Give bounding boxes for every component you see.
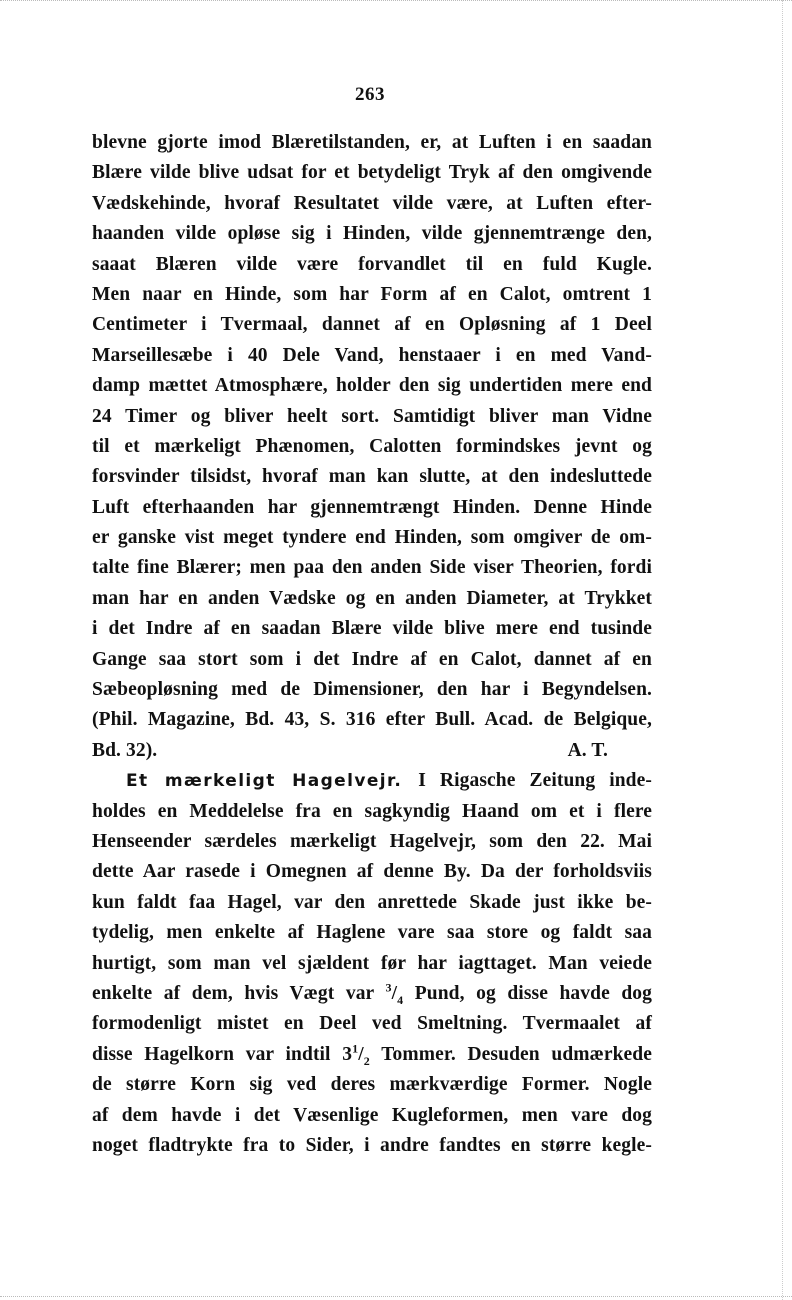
text-line: Sæbeopløsning med de Dimensioner, den har i Begyndelsen. xyxy=(92,679,652,701)
text-line: i det Indre af en saadan Blære vilde blive mere end tusinde xyxy=(92,618,652,640)
article-first-line xyxy=(92,766,652,796)
article-heading: Et mærkeligt Hagelvejr. xyxy=(126,771,403,792)
text-line-size: disse Hagelkorn var indtil $3^1/_2$ Tommer. Desuden udmærkede xyxy=(92,1041,652,1068)
page-edge-bottom xyxy=(0,1296,792,1298)
text-line: dette Aar rasede i Omegnen af denne By. Da der forholdsviis xyxy=(92,861,652,883)
text-line: tydelig, men enkelte af Haglene vare saa store og faldt saa xyxy=(92,922,652,944)
author-signature: A. T. xyxy=(567,739,608,761)
text-line: 24 Timer og bliver heelt sort. Samtidigt bliver man Vidne xyxy=(92,405,652,427)
page-number: 263 xyxy=(355,84,385,105)
text-line: Men naar en Hinde, som har Form af en Calot, omtrent 1 xyxy=(92,283,652,305)
text-line-with-signature xyxy=(92,736,652,766)
fraction-numerator: 1 xyxy=(352,1041,359,1056)
text-line: Marseillesæbe i 40 Dele Vand, henstaaer i en med Vand- xyxy=(92,344,652,366)
text-line: man har en anden Vædske og en anden Diameter, at Trykket xyxy=(92,587,652,609)
weight-text-before: enkelte af dem, hvis Vægt var xyxy=(92,982,386,1004)
fraction-numerator: 3 xyxy=(385,980,392,995)
text-line: talte fine Blærer; men paa den anden Side viser Theorien, fordi xyxy=(92,557,652,579)
text-line: Vædskehinde, hvoraf Resultatet vilde være, at Luften efter- xyxy=(92,192,652,214)
citation-end: Bd. 32). xyxy=(92,739,158,761)
page-edge-top xyxy=(0,0,792,2)
text-line: noget fladtrykte fra to Sider, i andre fandtes en større kegle- xyxy=(92,1134,652,1156)
article-first-line-text: I Rigasche Zeitung inde- xyxy=(418,770,652,792)
text-line: Centimeter i Tvermaal, dannet af en Opløsning af 1 Deel xyxy=(92,314,652,336)
text-line: af dem havde i det Væsenlige Kugleformen, men vare dog xyxy=(92,1104,652,1126)
text-line: kun faldt faa Hagel, var den anrettede Skade just ikke be- xyxy=(92,891,652,913)
text-line: (Phil. Magazine, Bd. 43, S. 316 efter Bull. Acad. de Belgique, xyxy=(92,709,652,731)
text-line: forsvinder tilsidst, hvoraf man kan slutte, at den indesluttede xyxy=(92,466,652,488)
text-line: Gange saa stort som i det Indre af en Calot, dannet af en xyxy=(92,648,652,670)
weight-text-after: Pund, og disse havde dog xyxy=(403,982,652,1004)
page-edge-right xyxy=(782,0,784,1300)
size-text-before: disse Hagelkorn var indtil 3 xyxy=(92,1043,353,1065)
text-line: Luft efterhaanden har gjennemtrængt Hinden. Denne Hinde xyxy=(92,496,652,518)
fraction-denominator: 2 xyxy=(363,1053,370,1068)
body-text xyxy=(92,128,652,1161)
text-line: til et mærkeligt Phænomen, Calotten formindskes jevnt og xyxy=(92,435,652,457)
text-line: de større Korn sig ved deres mærkværdige Former. Nogle xyxy=(92,1074,652,1096)
text-line: blevne gjorte imod Blæretilstanden, er, at Luften i en saadan xyxy=(92,132,652,153)
text-line: formodenligt mistet en Deel ved Smeltning. Tvermaalet af xyxy=(92,1013,652,1035)
text-line: hurtigt, som man vel sjældent før har iagttaget. Man veiede xyxy=(92,952,652,974)
fraction-denominator: 4 xyxy=(397,992,404,1007)
text-line: damp mættet Atmosphære, holder den sig undertiden mere end xyxy=(92,375,652,397)
text-line: saaat Blæren vilde være forvandlet til en fuld Kugle. xyxy=(92,253,652,275)
text-line: Henseender særdeles mærkeligt Hagelvejr, som den 22. Mai xyxy=(92,830,652,852)
text-line: er ganske vist meget tyndere end Hinden, som omgiver de om- xyxy=(92,527,652,549)
text-line: holdes en Meddelelse fra en sagkyndig Haand om et i flere xyxy=(92,800,652,822)
text-line: haanden vilde opløse sig i Hinden, vilde gjennemtrænge den, xyxy=(92,223,652,245)
text-line: Blære vilde blive udsat for et betydeligt Tryk af den omgivende xyxy=(92,162,652,184)
text-line-weight: enkelte af dem, hvis Vægt var $^3/_4$ Pund, og disse havde dog xyxy=(92,980,652,1007)
size-text-after: Tommer. Desuden udmærkede xyxy=(369,1043,652,1065)
